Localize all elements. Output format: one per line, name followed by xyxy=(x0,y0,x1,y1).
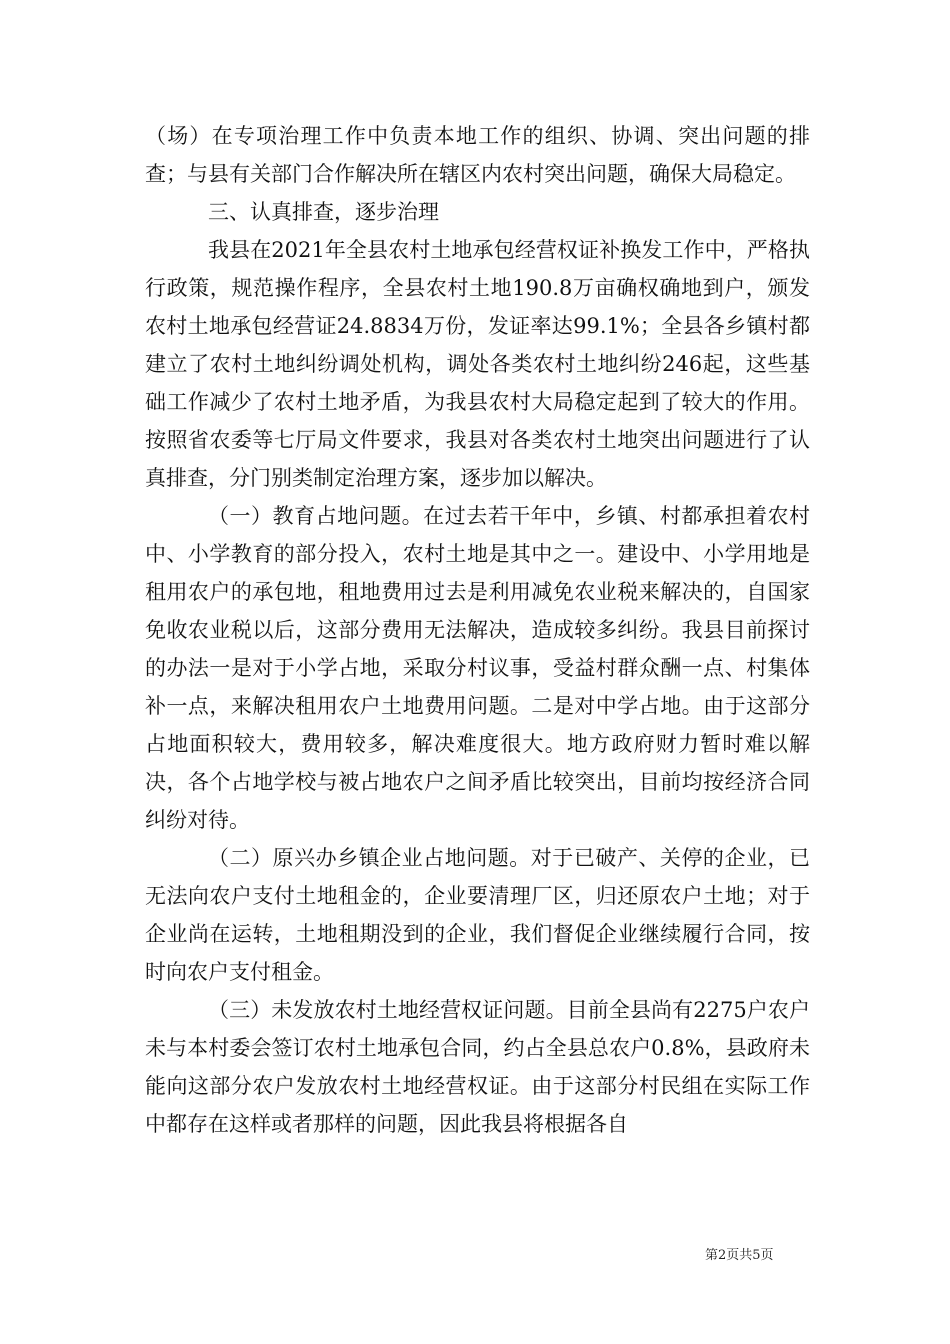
page-number: 第2页共5页 xyxy=(705,1248,774,1263)
document-body xyxy=(145,117,810,1143)
paragraph-certificate: （三）未发放农村土地经营权证问题。目前全县尚有2275户农户未与本村委会签订农村土地承包合同，约占全县总农户0.8%，县政府未能向这部分农户发放农村土地经营权证。由于这部分村民组在实际工作中都存在这样或者那样的问题，因此我县将根据各自 xyxy=(145,998,810,1136)
paragraph-continuation: （场）在专项治理工作中负责本地工作的组织、协调、突出问题的排查；与县有关部门合作解决所在辖区内农村突出问题，确保大局稳定。 xyxy=(145,124,810,186)
section-heading: 三、认真排查，逐步治理 xyxy=(208,200,439,224)
paragraph-education-land: （一）教育占地问题。在过去若干年中，乡镇、村都承担着农村中、小学教育的部分投入，农村土地是其中之一。建设中、小学用地是租用农户的承包地，租地费用过去是利用减免农业税来解决的，自国家免收农业税以后，这部分费用无法解决，造成较多纠纷。我县目前探讨的办法一是对于小学占地，采取分村议事，受益村群众酬一点、村集体补一点，来解决租用农户土地费用问题。二是对中学占地。由于这部分占地面积较大，费用较多，解决难度很大。地方政府财力暂时难以解决，各个占地学校与被占地农户之间矛盾比较突出，目前均按经济合同纠纷对待。 xyxy=(145,504,810,832)
paragraph-enterprise-land: （二）原兴办乡镇企业占地问题。对于已破产、关停的企业，已无法向农户支付土地租金的，企业要清理厂区，归还原农户土地；对于企业尚在运转，土地租期没到的企业，我们督促企业继续履行合同，按时向农户支付租金。 xyxy=(145,846,810,984)
paragraph-overview: 我县在2021年全县农村土地承包经营权证补换发工作中，严格执行政策，规范操作程序，全县农村土地190.8万亩确权确地到户，颁发农村土地承包经营证24.8834万份，发证率达99.1%；全县各乡镇村都建立了农村土地纠纷调处机构，调处各类农村土地纠纷246起，这些基础工作减少了农村土地矛盾，为我县农村大局稳定起到了较大的作用。按照省农委等七厅局文件要求，我县对各类农村土地突出问题进行了认真排查，分门别类制定治理方案，逐步加以解决。 xyxy=(145,238,810,490)
